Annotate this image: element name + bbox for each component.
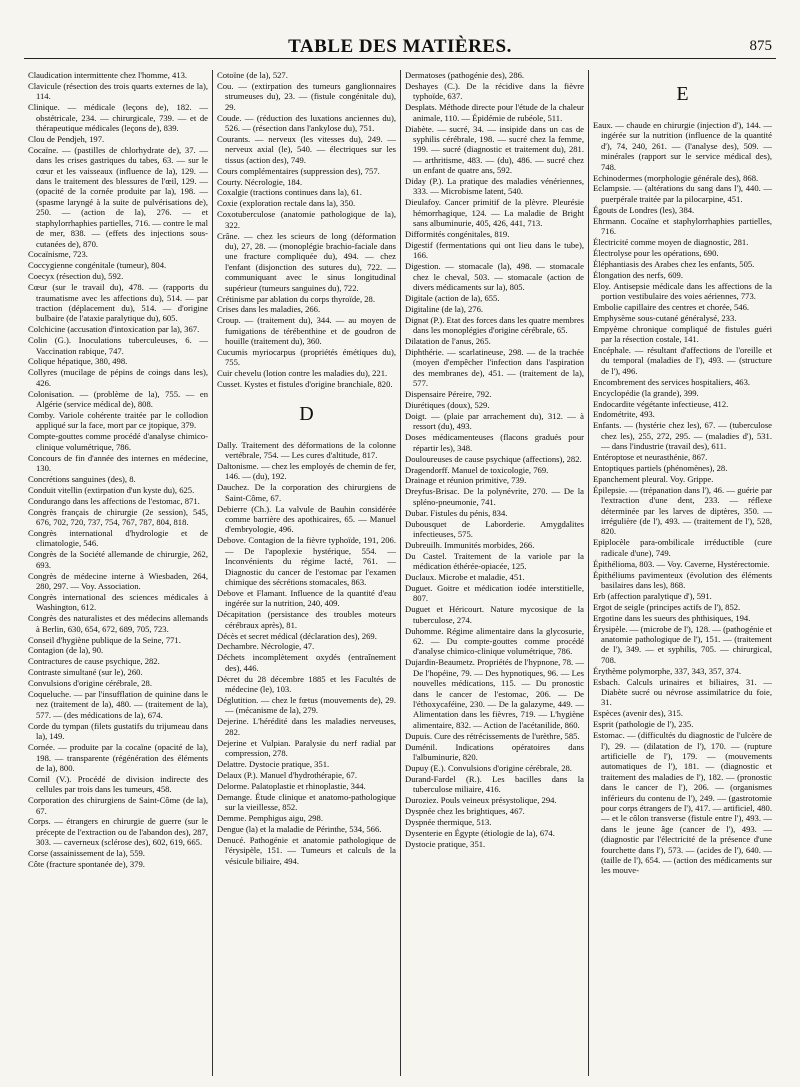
index-entry: Entoptiques partiels (phénomènes), 28. <box>593 463 728 473</box>
index-entry: Dupuis. Cure des rétrécissements de l'urèthre, 585. <box>405 730 580 741</box>
index-entry: Ergot de seigle (principes actifs de l'), 852. <box>593 601 741 612</box>
index-entry: Coxotuberculose (anatomie pathologique de la), 322. <box>217 209 396 230</box>
index-entry: Colchicine (accusation d'intoxication par la), 367. <box>28 324 200 335</box>
index-entry: Douloureuses de cause psychique (affections), 282. <box>405 453 582 464</box>
index-entry: Déglutition. — chez le fœtus (mouvements de), 29. — (mécanisme de la), 279. <box>217 694 396 716</box>
index-entry: Demme. Pemphigus aigu, 298. <box>217 812 323 823</box>
index-entry: Cocaïnisme, 723. <box>28 249 88 260</box>
index-entry: Daltonisme. — chez les employés de chemin de fer, 146. — (du), 192. <box>217 461 396 482</box>
index-entry: Cucumis myriocarpus (propriétés émétiques du), 755. <box>217 347 396 368</box>
index-entry: Difformités congénitales, 819. <box>405 229 510 240</box>
index-entry: Clinique. — médicale (leçons de), 182. — obstétricale, 234. — chirurgicale, 739. — et de thérapeutique médicales (leçons de), 839. <box>28 102 208 134</box>
index-entry: Égouts de Londres (les), 384. <box>593 204 695 215</box>
index-entry: Cocaïne. — (pastilles de chlorhydrate de), 37. — dans les crises gastriques du tabes, 63. — sur le cœur et les vaisseaux (influence de la), 129. — dans le traitement des blessures de l'œil, 129. — (opacité de la cornée produite par la), 198. — (spasme laryngé à la suite de pulvérisations de), 250. — (action de la), 276. — et staphylorrhaphies partielles, 716. — contre le mal de mer, 838. — (effets des injections sous-cutanées de), 870. <box>28 144 208 249</box>
index-entry: Encombrement des services hospitaliers, 463. <box>593 376 751 387</box>
index-column-3 <box>400 70 588 1076</box>
index-entry: Décès et secret médical (déclaration des), 269. <box>217 630 377 641</box>
index-entry: Diday (P.). La pratique des maladies vénériennes, 333. — Microbisme latent, 540. <box>405 176 584 197</box>
index-entry: Dejerine. L'hérédité dans les maladies nerveuses, 282. <box>217 716 396 737</box>
index-entry: Cœur (sur le travail du), 478. — (rapports du traumatisme avec les affections du), 514. — par traction (déplacement du), 514. — d'origine bulbaire (de l'ataxie paralytique du), 605. <box>28 282 208 324</box>
index-entry: Espèces (avenir des), 315. <box>593 708 683 719</box>
index-entry: Contagion (de la), 90. <box>28 645 104 656</box>
index-entry: Congrès français de chirurgie (2e session), 545, 676, 702, 720, 737, 754, 767, 787, 804, 818. <box>28 506 208 528</box>
index-entry: Crâne. — chez les scieurs de long (déformation du), 27, 28. — (monoplégie brachio-faciale dans une fracture compliquée du), 494. — chez l'enfant (disjonction des sutures du), 722. — communiquant avec le sinus longitudinal supérieur (tumeurs sanguines du), 722. <box>217 230 396 293</box>
index-entry: Enfants. — (hystérie chez les), 67. — (tuberculose chez les), 255, 272, 295. — (maladies d'), 531. — dans l'industrie (travail des), 611. <box>593 420 772 452</box>
index-entry: Convulsions d'origine cérébrale, 28. <box>28 678 152 689</box>
section-letter: D <box>299 402 314 425</box>
index-entry: Dubousquet de Laborderie. Amygdalites infectieuses, 575. <box>405 518 584 539</box>
index-entry: Comby. Variole cohérente traitée par le collodion appliqué sur la face, mort par ce jtopique, 379. <box>28 410 208 431</box>
index-entry: Dyspnée thermique, 513. <box>405 816 492 827</box>
index-entry: Deshayes (C.). De la récidive dans la fièvre typhoïde, 637. <box>405 80 584 102</box>
index-entry: Coxie (exploration rectale dans la), 350. <box>217 198 356 209</box>
index-entry: Encyclopédie (la grande), 399. <box>593 387 699 398</box>
index-entry: Digestif (fermentations qui ont lieu dans le tube), 166. <box>405 240 584 261</box>
index-entry: Dupuy (E.). Convulsions d'origine cérébrale, 28. <box>405 762 572 773</box>
index-entry: Epiplocèle para-ombilicale irréductible (cure radicale d'une), 749. <box>593 537 772 558</box>
index-entry: Congrès international des sciences médicales à Washington, 612. <box>28 591 208 613</box>
index-columns <box>24 70 776 1076</box>
index-entry: Corporation des chirurgiens de Saint-Côme (de la), 67. <box>28 795 208 816</box>
index-entry: Élongation des nerfs, 609. <box>593 269 683 280</box>
index-entry: Encéphale. — résultant d'affections de l'oreille et du temporal (maladies de l'), 493. — (structure de l'), 496. <box>593 345 772 376</box>
index-entry: Emphysème sous-cutané généralysé, 233. <box>593 312 737 323</box>
index-entry: Duhomme. Régime alimentaire dans la glycosurie, 62. — Du compte-gouttes comme procédé d'analyse chimico-clinique volumétrique, 786. <box>405 625 584 657</box>
index-entry: Collyres (mucilage de pépins de coings dans les), 426. <box>28 367 208 388</box>
index-entry: Duménil. Indications opératoires dans l'albuminurie, 820. <box>405 741 584 762</box>
index-entry: Empyème chronique compliqué de fistules guéri par la résection costale, 141. <box>593 323 772 345</box>
index-entry: Duclaux. Microbe et maladie, 451. <box>405 572 525 583</box>
index-column-1 <box>24 70 212 1076</box>
index-entry: Congrès de la Société allemande de chirurgie, 262, 693. <box>28 549 208 570</box>
index-entry: Cou. — (extirpation des tumeurs ganglionnaires strumeuses du), 23. — (fistule congénitale du), 29. <box>217 80 396 112</box>
index-entry: Contractures de cause psychique, 282. <box>28 656 160 667</box>
index-entry: Esbach. Calculs urinaires et biliaires, 31. — Diabète sucré ou névrose assimilatrice du foie, 31. <box>593 676 772 708</box>
index-entry: Coxalgie (tractions continues dans la), 61. <box>217 187 362 198</box>
index-entry: Esprit (pathologie de l'), 235. <box>593 719 694 730</box>
index-entry: Ehrmann. Cocaïne et staphylorrhaphies partielles, 716. <box>593 215 772 237</box>
index-entry: Corse (assainissement de la), 559. <box>28 848 145 859</box>
index-entry: Épithéliums pavimenteux (évolution des éléments basilaires dans les), 868. <box>593 569 772 590</box>
index-entry: Crises dans les maladies, 266. <box>217 304 321 315</box>
index-entry: Crétinisme par ablation du corps thyroïde, 28. <box>217 293 375 304</box>
index-entry: Dysenterie en Égypte (étiologie de la), 674. <box>405 827 555 838</box>
index-entry: Déchets incomplètement oxydés (entraînement des), 446. <box>217 652 396 673</box>
index-entry: Epanchement pleural. Voy. Grippe. <box>593 473 714 484</box>
index-entry: Cotoïne (de la), 527. <box>217 70 288 80</box>
index-entry: Côte (fracture spontanée de), 379. <box>28 859 145 870</box>
index-entry: Conduit vitellin (extirpation d'un kyste du), 625. <box>28 484 195 495</box>
index-entry: Debove et Flamant. Influence de la quantité d'eau ingérée sur la nutrition, 240, 409. <box>217 587 396 609</box>
index-entry: Endométrite, 493. <box>593 409 655 420</box>
index-entry: Dragendorff. Manuel de toxicologie, 769. <box>405 464 549 475</box>
index-entry: Décapitation (persistance des troubles moteurs cérébraux après), 81. <box>217 609 396 630</box>
index-entry: Drainage et réunion primitive, 739. <box>405 475 527 486</box>
index-entry: Épithélioma, 803. — Voy. Caverne, Hystérectomie. <box>593 558 770 569</box>
index-entry: Congrès international d'hydrologie et de climatologie, 546. <box>28 527 208 549</box>
index-entry: Erb (affection paralytique d'), 591. <box>593 590 712 601</box>
index-entry: Dauchez. De la corporation des chirurgiens de Saint-Côme, 67. <box>217 482 396 503</box>
index-entry: Cornil (V.). Procédé de division indirecte des cellules par trois dans les tumeurs, 458. <box>28 773 208 795</box>
index-entry: Contraste simultané (sur le), 260. <box>28 667 143 678</box>
index-entry: Dilatation de l'anus, 265. <box>405 336 491 347</box>
index-entry: Delaux (P.). Manuel d'hydrothérapie, 67. <box>217 769 357 780</box>
index-entry: Delorme. Palatoplastie et rhinoplastie, 344. <box>217 780 366 791</box>
index-entry: Estomac. — (difficultés du diagnostic de l'ulcère de l'), 29. — (dilatation de l'), 170. — (rupture artificielle de l'), 179. — (mouvements automatiques de l'), 181. — (diagnostic et traitement des maladies de l'), 182. — (pronostic dans le cancer de l'), 206. — (organismes inférieurs du contenu de l'), 249. — (gastrotomie pour corps étrangers de l'), 417. — artificiel, 480. — et le côlon transverse (fistule entre l'), 493. — dans le jeune âge (cancer de l'), 493. — (diagnostic par l'électricité de la présence d'une fourchette dans l'), 573. — (acides de l'), 640. — (taille de l'), 654. — (action des médicaments sur les mouve- <box>593 730 772 876</box>
index-entry: Duguet et Héricourt. Nature mycosique de la tuberculose, 274. <box>405 604 584 625</box>
index-entry: Décret du 28 décembre 1885 et les Facultés de médecine (le), 103. <box>217 673 396 695</box>
index-entry: Duroziez. Pouls veineux présystolique, 294. <box>405 795 557 806</box>
index-entry: Dystocie pratique, 351. <box>405 838 486 849</box>
index-entry: Embolie capillaire des centres et chorée, 546. <box>593 301 750 312</box>
index-entry: Concours de fin d'année des internes en médecine, 130. <box>28 452 208 474</box>
index-entry: Colique hépatique, 380, 498. <box>28 356 128 367</box>
index-entry: Croup. — (traitement du), 344. — au moyen de fumigations de térébenthine et de goudron de houille (traitement du), 360. <box>217 315 396 347</box>
index-entry: Concrétions sanguines (des), 8. <box>28 473 136 484</box>
index-entry: Cusset. Kystes et fistules d'origine branchiale, 820. <box>217 379 393 390</box>
page-header <box>24 28 776 59</box>
index-entry: Corps. — étrangers en chirurgie de guerre (sur le précepte de l'extraction ou de l'abandon des), 287, 303. — caverneux (sclérose des), 602, 619, 665. <box>28 816 208 848</box>
index-entry: Denucé. Pathogénie et anatomie pathologique de l'érysipèle, 151. — Tumeurs et calculs de la vésicule biliaire, 494. <box>217 834 396 866</box>
index-entry: Delattre. Dystocie pratique, 351. <box>217 758 330 769</box>
index-entry: Dengue (la) et la maladie de Périnthe, 534, 566. <box>217 823 382 834</box>
index-entry: Eloy. Antisepsie médicale dans les affections de la portion vestibulaire des voies aériennes, 773. <box>593 280 772 301</box>
index-entry: Colonisation. — (problème de la), 755. — en Algérie (service médical de), 808. <box>28 388 208 410</box>
index-entry: Debove. Contagion de la fièvre typhoïde, 191, 206. — De l'apoplexie hystérique, 554. — Inconvénients du régime lacté, 761. — Diagnostic du cancer de l'estomac par l'examen chimique des sécrétions stomacales, 863. <box>217 535 396 587</box>
index-entry: Dujardin-Beaumetz. Propriétés de l'hypnone, 78. — De l'hopéine, 79. — Des hypnotiques, 96. — Les nouvelles médications, 115. — Du pronostic dans le cancer de l'estomac, 206. — De l'éthoxycaféine, 230. — De la galazyme, 449. — Alimentation dans les fièvres, 719. — L'hygiène alimentaire, 832. — Action de l'acétanilide, 860. <box>405 657 584 730</box>
index-entry: Dally. Traitement des déformations de la colonne vertébrale, 754. — Les cures d'altitude, 817. <box>217 439 396 461</box>
index-entry: Coccygienne congénitale (tumeur), 804. <box>28 260 167 271</box>
index-entry: Érythème polymorphe, 337, 343, 357, 374. <box>593 665 741 676</box>
index-entry: Dechambre. Nécrologie, 47. <box>217 641 315 652</box>
index-entry: Dignat (P.). Etat des forces dans les quatre membres dans les monoplégies d'origine cérébrale, 65. <box>405 314 584 336</box>
index-entry: Condurango dans les affections de l'estomac, 871. <box>28 495 200 506</box>
index-entry: Électrolyse pour les opérations, 690. <box>593 247 719 258</box>
index-entry: Dubar. Fistules du pénis, 834. <box>405 507 508 518</box>
index-entry: Endocardite végétante infectieuse, 412. <box>593 398 729 409</box>
index-entry: Entéroptose et neurasthénie, 867. <box>593 452 708 463</box>
index-entry: Cuir chevelu (lotion contre les maladies du), 221. <box>217 368 388 379</box>
index-entry: Ergotine dans les sueurs des phthisiques, 194. <box>593 612 751 623</box>
index-entry: Diurétiques (doux), 529. <box>405 400 490 411</box>
index-entry: Courants. — nerveux (les vitesses du), 249. — nerveux axial (le), 540. — électriques sur les tissus (action des), 749. <box>217 133 396 165</box>
index-entry: Debierre (Ch.). La valvule de Bauhin considérée comme barrière des apothicaires, 65. — Manuel d'embryologie, 496. <box>217 503 396 535</box>
index-entry: Doses médicamenteuses (flacons gradués pour répartir les), 348. <box>405 432 584 453</box>
index-entry: Conseil d'hygiène publique de la Seine, 771. <box>28 634 181 645</box>
index-entry: Dispensaire Péreire, 792. <box>405 389 492 400</box>
index-entry: Dreyfus-Brisac. De la polynévrite, 270. — De la spléno-pneumonie, 741. <box>405 486 584 507</box>
index-entry: Épilepsie. — (trépanation dans l'), 46. — guérie par l'extraction d'une dent, 233. — réflexe déterminée par les larves de diptères, 350. — irrégulière (de l'), 493. — (traitement de l'), 528, 820. <box>593 484 772 537</box>
index-entry: Eaux. — chaude en chirurgie (injection d'), 144. — ingérée sur la nutrition (influence de la quantité d'), 74, 240, 261. — (l'analyse des), 509. — minérales (rapport sur le service médical des), 748. <box>593 120 772 172</box>
index-entry: Électricité comme moyen de diagnostic, 281. <box>593 236 749 247</box>
index-entry: Congrès des naturalistes et des médecins allemands à Berlin, 630, 654, 672, 689, 705, 723. <box>28 613 208 634</box>
index-entry: Colin (G.). Inoculations tuberculeuses, 6. — Vaccination rabique, 747. <box>28 335 208 356</box>
index-entry: Diphthérie. — scarlatineuse, 298. — de la trachée (moyen d'empêcher l'infection dans l'aspiration des membranes de), 451. — (traitement de la), 577. <box>405 347 584 389</box>
index-entry: Dubreuilh. Immunités morbides, 266. <box>405 539 535 550</box>
index-entry: Doigt. — (plaie par arrachement du), 312. — à ressort (du), 493. <box>405 411 584 432</box>
index-entry: Digitaline (de la), 276. <box>405 303 484 314</box>
index-entry: Digestion. — stomacale (la), 498. — stomacale chez le cheval, 503. — stomacale (action de divers médicaments sur la), 805. <box>405 261 584 293</box>
index-entry: Dejerine et Vulpian. Paralysie du nerf radial par compression, 278. <box>217 737 396 758</box>
index-entry: Diabète. — sucré, 34. — insipide dans un cas de syphilis cérébrale, 198. — sucré chez la femme, 199. — sucré (diagnostic et traitement du), 281. — arthritisme, 483. — (du), 486. — sucré chez un enfant de quatre ans, 592. <box>405 123 584 176</box>
index-entry: Du Castel. Traitement de la variole par la médication éthérée-opiacée, 125. <box>405 550 584 572</box>
index-entry: Courty. Nécrologie, 184. <box>217 176 303 187</box>
index-entry: Érysipèle. — (microbe de l'), 128. — (pathogénie et anatomie pathologique de l'), 151. — (traitement de l'), 349. — et syphilis, 705. — chirurgical, 708. <box>593 623 772 665</box>
section-letter: E <box>676 83 689 105</box>
index-entry: Durand-Fardel (R.). Les bacilles dans la tuberculose miliaire, 416. <box>405 773 584 795</box>
index-column-2 <box>212 70 400 1076</box>
index-entry: Corde du tympan (filets gustatifs du trijumeau dans la), 149. <box>28 720 208 742</box>
index-entry: Cornée. — produite par la cocaïne (opacité de la), 198. — transparente (régénération des éléments de la), 800. <box>28 742 208 773</box>
index-entry: Claudication intermittente chez l'homme, 413. <box>28 70 188 80</box>
index-entry: Demange. Étude clinique et anatomo-pathologique sur la vieillesse, 852. <box>217 791 396 812</box>
index-entry: Digitale (action de la), 655. <box>405 293 500 304</box>
index-entry: Dermatoses (pathogénie des), 286. <box>405 70 525 80</box>
index-entry: Echinodermes (morphologie générale des), 868. <box>593 172 759 183</box>
index-entry: Coecyx (résection du), 592. <box>28 271 124 282</box>
index-column-4 <box>588 70 776 1076</box>
index-entry: Clavicule (résection des trois quarts externes de la), 114. <box>28 80 208 102</box>
index-entry: Dieulafoy. Cancer primitif de la plèvre. Pleurésie hémorrhagique, 124. — La maladie de Bright sans albuminurie, 405, 426, 441, 713. <box>405 197 584 229</box>
index-entry: Cours complémentaires (suppression des), 757. <box>217 165 380 176</box>
index-entry: Clou de Pendjeh, 197. <box>28 133 105 144</box>
index-entry: Eclampsie. — (altérations du sang dans l'), 440. — puerpérale traitée par la pilocarpine, 451. <box>593 183 772 204</box>
page-title: TABLE DES MATIÈRES. <box>288 36 512 57</box>
index-entry: Duguet. Goitre et médication iodée interstitielle, 807. <box>405 583 584 604</box>
index-entry: Dyspnée chez les brightiques, 467. <box>405 806 525 817</box>
index-entry: Coqueluche. — par l'insufflation de quinine dans le nez (traitement de la), 480. — (traitement de la), 577. — (des médications de la), 674. <box>28 689 208 720</box>
index-entry: Desplats. Méthode directe pour l'étude de la chaleur animale, 110. — Épidémie de rubéole, 511. <box>405 102 584 123</box>
page-number: 875 <box>749 38 772 54</box>
index-entry: Éléphantiasis des Arabes chez les enfants, 505. <box>593 258 755 269</box>
index-entry: Congrès de médecine interne à Wiesbaden, 264, 280, 297. — Voy. Association. <box>28 570 208 591</box>
index-entry: Coude. — (réduction des luxations anciennes du), 526. — (résection dans l'ankylose du), 751. <box>217 112 396 134</box>
index-entry: Compte-gouttes comme procédé d'analyse chimico-clinique volumétrique, 786. <box>28 431 208 452</box>
